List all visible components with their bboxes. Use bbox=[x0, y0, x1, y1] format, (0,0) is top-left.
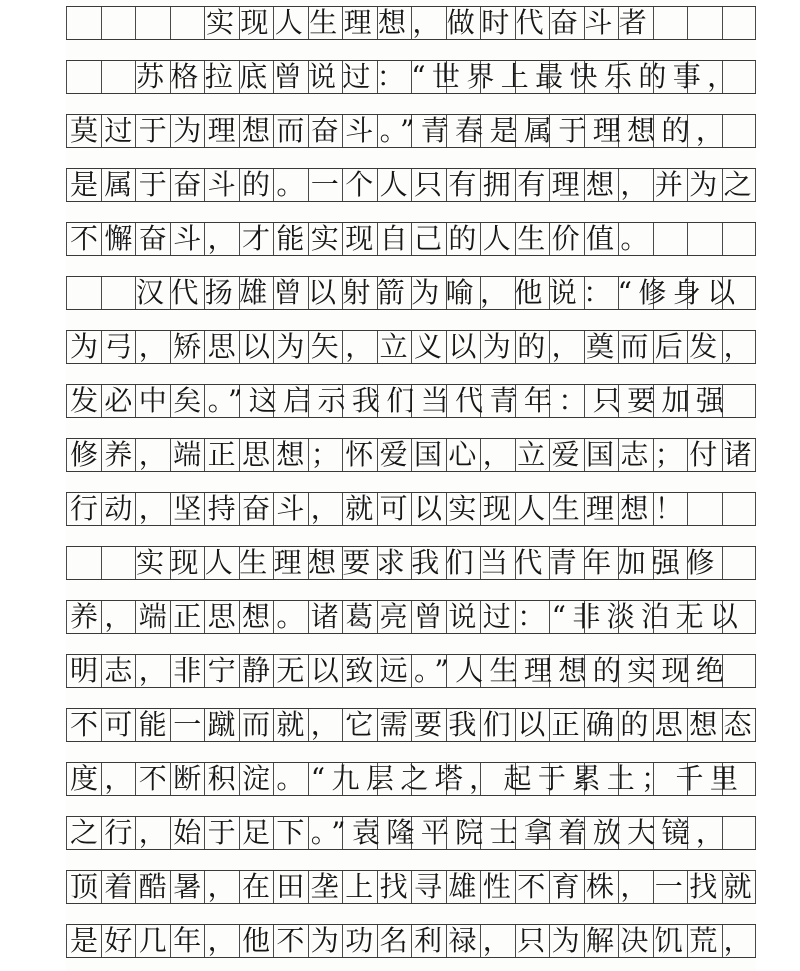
essay-line: 顶着酷暑，在田垄上找寻雄性不育株，一找就 bbox=[70, 870, 759, 903]
essay-line: 为弓，矫思以为矢，立义以为的，奠而后发， bbox=[70, 330, 759, 363]
essay-line: 发必中矣。”这启示我们当代青年：只要加强 bbox=[70, 384, 731, 417]
essay-line: 明志，非宁静无以致远。”人生理想的实现绝 bbox=[70, 654, 731, 687]
essay-line: 是好几年，他不为功名利禄，只为解决饥荒， bbox=[70, 924, 759, 957]
essay-line: 莫过于为理想而奋斗。”青春是属于理想的， bbox=[70, 114, 731, 147]
essay-line: 苏格拉底曾说过：“世界上最快乐的事， bbox=[136, 60, 742, 93]
essay-line: 汉代扬雄曾以射箭为喻，他说：“修身以 bbox=[136, 276, 742, 309]
essay-line: 实现人生理想要求我们当代青年加强修 bbox=[136, 546, 721, 579]
essay-line: 之行，始于足下。”袁隆平院士拿着放大镜， bbox=[70, 816, 731, 849]
essay-line: 是属于奋斗的。一个人只有拥有理想，并为之 bbox=[70, 168, 759, 201]
essay-line: 养，端正思想。诸葛亮曾说过：“非淡泊无以 bbox=[70, 600, 745, 633]
essay-title: 实现人生理想，做时代奋斗者 bbox=[206, 6, 654, 39]
essay-line: 不懈奋斗，才能实现自己的人生价值。 bbox=[70, 222, 655, 255]
essay-grid-paper bbox=[66, 0, 759, 971]
essay-line: 不可能一蹴而就，它需要我们以正确的思想态 bbox=[70, 708, 759, 741]
essay-line: 行动，坚持奋斗，就可以实现人生理想！ bbox=[70, 492, 690, 525]
essay-line: 度，不断积淀。“九层之塔，起于累土；千里 bbox=[70, 762, 745, 795]
essay-line: 修养，端正思想；怀爱国心，立爱国志；付诸 bbox=[70, 438, 759, 471]
